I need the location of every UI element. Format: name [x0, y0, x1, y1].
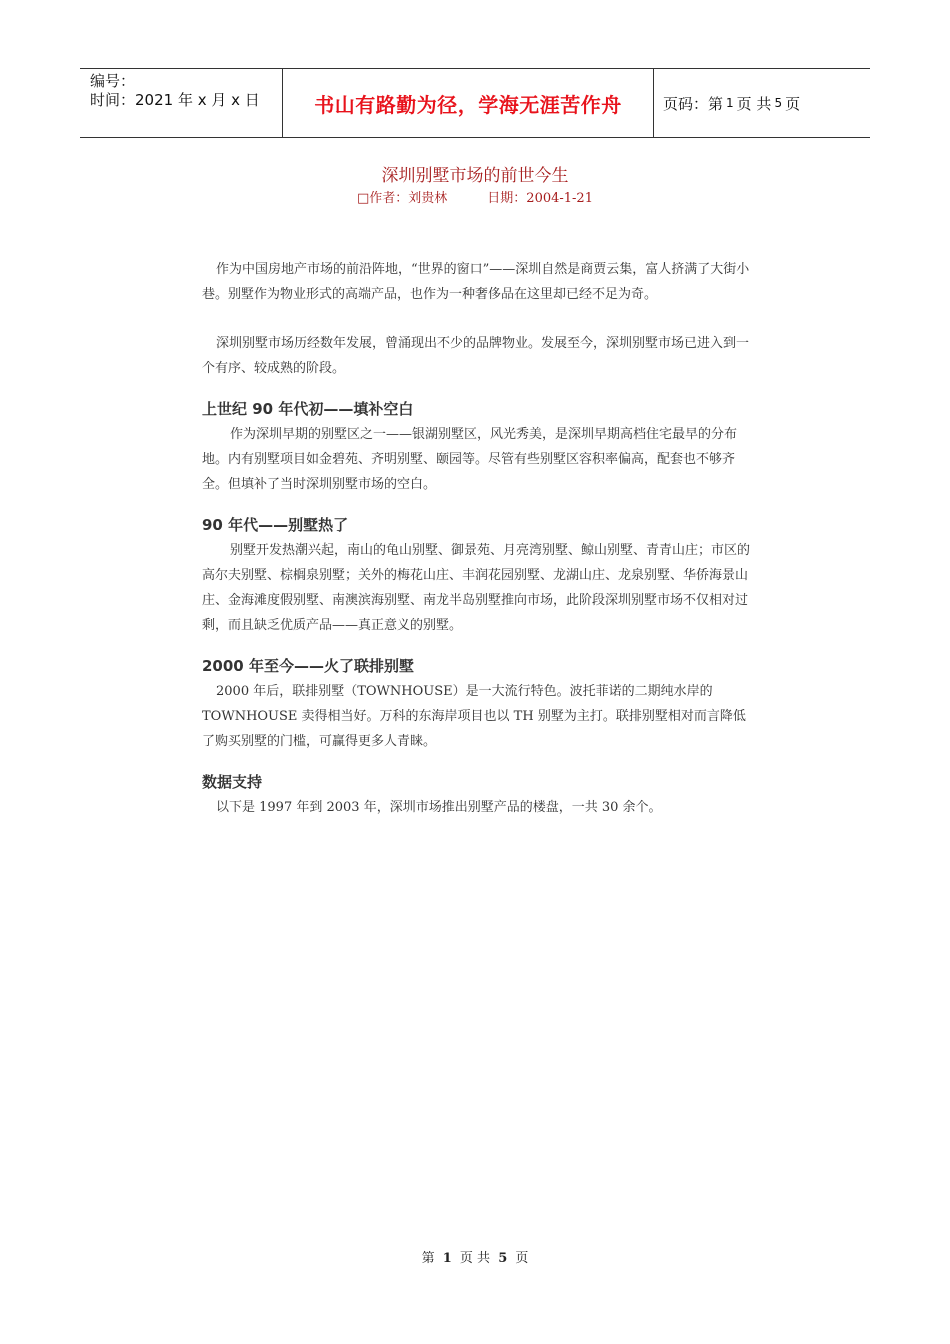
footer-middle: 页 共 — [459, 1251, 491, 1266]
section-body-early-90s: 作为深圳早期的别墅区之一——银湖别墅区，风光秀美，是深圳早期高档住宅最早的分布地。内有别墅项目如金碧苑、齐明别墅、颐园等。尽管有些别墅区容积率偏高，配套也不够齐全。但填补了当时深圳别墅市场的空白。 — [202, 427, 738, 492]
serial-number-label: 编号： — [90, 72, 136, 90]
header-motto-cell — [282, 69, 654, 137]
section-heading-2000s: 2000 年至今——火了联排别墅 — [202, 657, 414, 675]
page-total-number: 5 — [774, 96, 783, 110]
article-date: 日期：2004-1-21 — [487, 191, 593, 206]
section-heading-data: 数据支持 — [202, 773, 263, 791]
intro-paragraph-1: 作为中国房地产市场的前沿阵地，“世界的窗口”——深圳自然是商贾云集，富人挤满了大街小巷。别墅作为物业形式的高端产品，也作为一种奢侈品在这里却已经不足为奇。 — [202, 262, 750, 302]
intro-paragraph-2: 深圳别墅市场历经数年发展，曾涌现出不少的品牌物业。发展至今，深圳别墅市场已进入到一个有序、较成熟的阶段。 — [202, 336, 750, 376]
section-body-90s: 别墅开发热潮兴起，南山的龟山别墅、御景苑、月亮湾别墅、鲸山别墅、青青山庄；市区的高尔夫别墅、棕榈泉别墅；关外的梅花山庄、丰润花园别墅、龙湖山庄、龙泉别墅、华侨海景山庄、金海滩度假别墅、南澳滨海别墅、南龙半岛别墅推向市场，此阶段深圳别墅市场不仅相对过剩，而且缺乏优质产品——真正意义的别墅。 — [202, 543, 751, 633]
page-prefix: 页码：第 — [663, 94, 724, 113]
article-body — [202, 257, 754, 820]
footer-suffix: 页 — [515, 1251, 529, 1266]
motto-text: 书山有路勤为径，学海无涯苦作舟 — [314, 92, 622, 117]
header-page-cell — [654, 69, 870, 137]
footer-prefix: 第 — [421, 1251, 435, 1266]
section-heading-90s: 90 年代——别墅热了 — [202, 516, 349, 534]
document-header — [80, 68, 870, 138]
footer-current-number: 1 — [442, 1251, 452, 1266]
section-body-data: 以下是 1997 年到 2003 年，深圳市场推出别墅产品的楼盘，一共 30 余个。 — [216, 800, 662, 815]
section-body-2000s: 2000 年后，联排别墅（TOWNHOUSE）是一大流行特色。波托菲诺的二期纯水岸的 TOWNHOUSE 卖得相当好。万科的东海岸项目也以 TH 别墅为主打。联排别墅相对而言降低了购买别墅的门槛，可赢得更多人青睐。 — [202, 684, 746, 749]
header-info-cell — [80, 69, 282, 137]
article-meta — [0, 187, 950, 206]
page-current-number: 1 — [726, 96, 734, 110]
footer-total-number: 5 — [498, 1251, 508, 1266]
page-footer — [0, 1247, 950, 1266]
page-suffix: 页 — [785, 94, 801, 113]
page-middle: 页 共 — [736, 94, 772, 113]
article-author: □作者：刘贵林 — [357, 191, 448, 206]
article-title: 深圳别墅市场的前世今生 — [381, 166, 569, 186]
time-label: 时间：2021 年 x 月 x 日 — [90, 91, 260, 109]
section-heading-early-90s: 上世纪 90 年代初——填补空白 — [202, 400, 414, 418]
